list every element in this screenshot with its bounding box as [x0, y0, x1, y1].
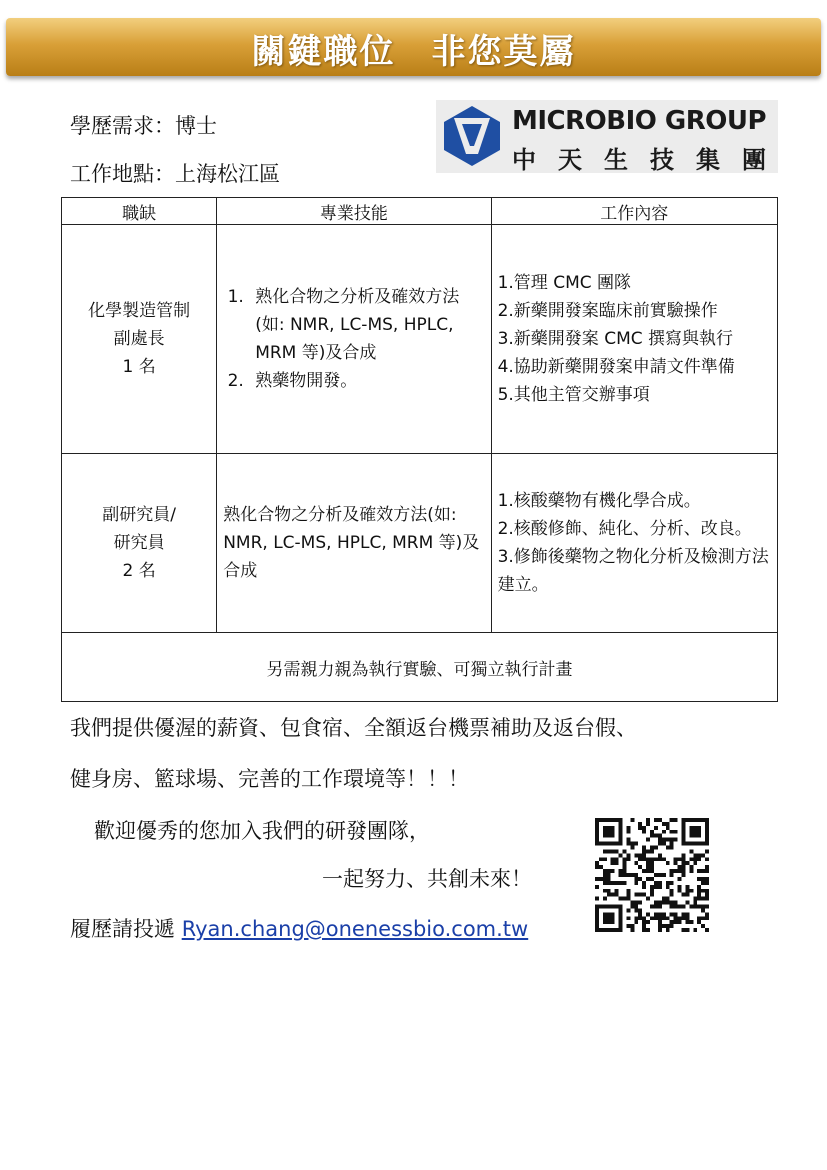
education-requirement: 學歷需求：博士	[70, 114, 217, 138]
skills-list	[223, 283, 484, 395]
table-footer-note: 另需親力親為執行實驗、可獨立執行計畫	[62, 633, 778, 702]
duties-cell	[491, 225, 777, 454]
table-footer-row	[62, 633, 778, 702]
logo-name-chinese: 中天生技集團	[512, 146, 788, 174]
list-item: 1.核酸藥物有機化學合成。	[497, 491, 701, 511]
position-count: 1 名	[122, 357, 156, 377]
position-title: 化學製造管制	[88, 301, 191, 321]
job-table	[61, 197, 778, 702]
position-cell	[62, 454, 217, 633]
list-item: 2.核酸修飾、純化、分析、改良。	[497, 519, 752, 539]
slogan-line: 一起努力、共創未來！	[322, 867, 532, 891]
header-skills: 專業技能	[217, 198, 491, 225]
position-count: 2 名	[122, 561, 156, 581]
benefits-line-2: 健身房、籃球場、完善的工作環境等！！！	[70, 767, 469, 791]
work-location: 工作地點：上海松江區	[70, 162, 280, 186]
header-duties: 工作內容	[491, 198, 777, 225]
banner-title: 關鍵職位 非您莫屬	[251, 32, 576, 72]
contact-prefix: 履歷請投遞	[70, 917, 182, 941]
welcome-line: 歡迎優秀的您加入我們的研發團隊，	[94, 819, 430, 843]
list-item: 2.新藥開發案臨床前實驗操作	[497, 301, 718, 321]
position-title: 副研究員/	[102, 505, 176, 525]
microbio-logo-icon	[440, 104, 504, 168]
list-item: 5.其他主管交辦事項	[497, 385, 650, 405]
company-logo	[436, 100, 788, 174]
list-item: 1. 熟化合物之分析及確效方法 (如: NMR, LC-MS, HPLC, MRM 等)及合成	[249, 283, 484, 367]
contact-line	[70, 913, 528, 943]
table-header-row	[62, 198, 778, 225]
qr-code-icon[interactable]	[595, 818, 709, 932]
email-link[interactable]: Ryan.chang@onenessbio.com.tw	[181, 917, 529, 941]
skills-cell: 熟化合物之分析及確效方法(如: NMR, LC-MS, HPLC, MRM 等)及合成	[217, 454, 491, 633]
table-row	[62, 454, 778, 633]
list-item: 4.協助新藥開發案申請文件準備	[497, 357, 735, 377]
logo-name-english: MICROBIO GROUP	[512, 106, 767, 136]
position-subtitle: 研究員	[113, 533, 165, 553]
list-item: 2. 熟藥物開發。	[249, 367, 484, 395]
list-item: 3.修飾後藥物之物化分析及檢測方法建立。	[497, 547, 769, 595]
header-position: 職缺	[62, 198, 217, 225]
title-banner	[6, 18, 821, 76]
benefits-line-1: 我們提供優渥的薪資、包食宿、全額返台機票補助及返台假、	[70, 716, 637, 740]
position-subtitle: 副處長	[113, 329, 165, 349]
list-item: 3.新藥開發案 CMC 撰寫與執行	[497, 329, 734, 349]
position-cell	[62, 225, 217, 454]
duties-cell	[491, 454, 777, 633]
skills-cell	[217, 225, 491, 454]
list-item: 1.管理 CMC 團隊	[497, 273, 632, 293]
table-row	[62, 225, 778, 454]
